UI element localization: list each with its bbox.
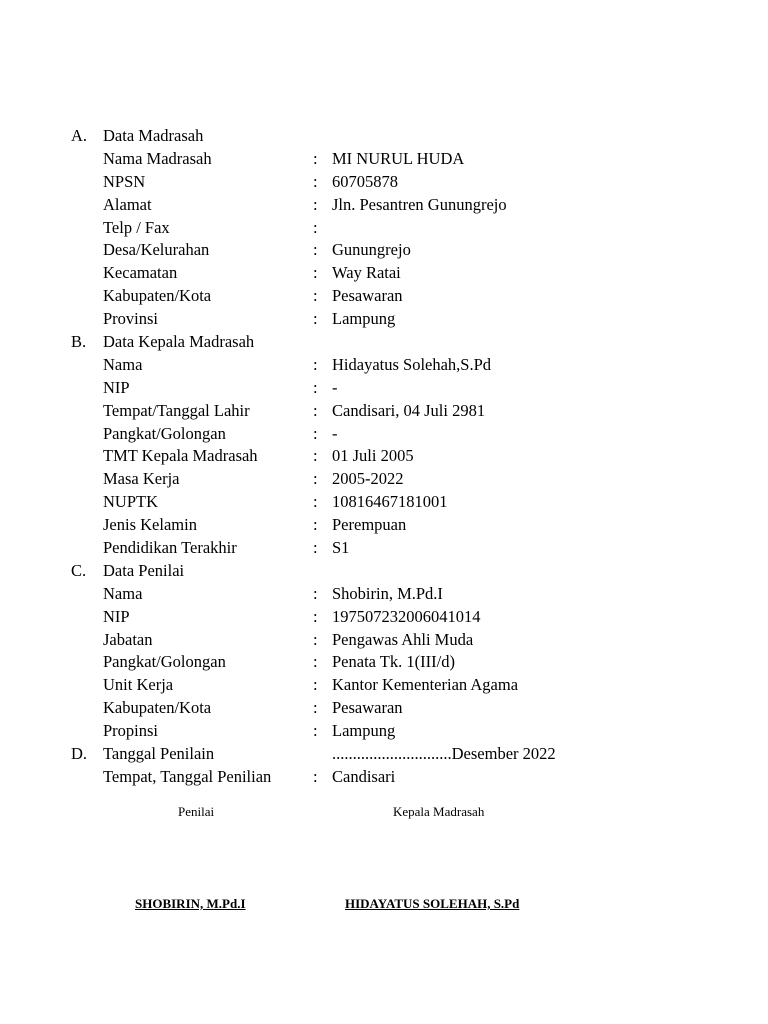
field-row [0, 285, 768, 308]
field-value: 2005-2022 [332, 469, 404, 489]
field-colon: : [313, 698, 318, 718]
field-label: Nama [103, 583, 143, 603]
field-value: Pengawas Ahli Muda [332, 629, 474, 649]
section-heading: Data Kepala Madrasah [103, 332, 255, 352]
section-heading-row [0, 743, 768, 766]
field-value: 197507232006041014 [332, 606, 481, 626]
field-row [0, 217, 768, 240]
field-colon: : [313, 354, 318, 374]
field-colon: : [313, 400, 318, 420]
field-label: Pendidikan Terakhir [103, 538, 237, 558]
field-label: TMT Kepala Madrasah [103, 446, 258, 466]
field-row [0, 537, 768, 560]
field-label: Unit Kerja [103, 675, 174, 695]
field-colon: : [313, 583, 318, 603]
field-label: Pangkat/Golongan [103, 652, 226, 672]
field-row [0, 674, 768, 697]
signature-name-penilai: SHOBIRIN, M.Pd.I [135, 896, 246, 911]
field-label: Alamat [103, 194, 152, 214]
field-label: Tempat/Tanggal Lahir [103, 400, 250, 420]
field-row [0, 423, 768, 446]
field-value: - [332, 377, 338, 397]
field-colon: : [313, 492, 318, 512]
field-label: Nama Madrasah [103, 148, 212, 168]
field-row [0, 239, 768, 262]
field-row [0, 148, 768, 171]
identity-form [0, 125, 768, 789]
field-row [0, 491, 768, 514]
signature-role-kepala-madrasah: Kepala Madrasah [393, 804, 485, 819]
section-heading-row [0, 560, 768, 583]
field-value: 60705878 [332, 171, 398, 191]
field-colon: : [313, 675, 318, 695]
field-label: Propinsi [103, 721, 159, 741]
field-value: Gunungrejo [332, 240, 411, 260]
field-colon: : [313, 721, 318, 741]
section-heading-row [0, 331, 768, 354]
field-colon: : [313, 469, 318, 489]
field-colon: : [313, 171, 318, 191]
field-colon: : [313, 377, 318, 397]
signature-name-kepala-madrasah: HIDAYATUS SOLEHAH, S.Pd [345, 896, 520, 911]
field-colon: : [313, 286, 318, 306]
field-label: Tempat, Tanggal Penilian [103, 766, 272, 786]
field-value: Way Ratai [332, 263, 401, 283]
field-label: Kabupaten/Kota [103, 698, 212, 718]
section-heading-row [0, 125, 768, 148]
field-label: Pangkat/Golongan [103, 423, 226, 443]
field-label: Desa/Kelurahan [103, 240, 210, 260]
field-value: Lampung [332, 309, 396, 329]
field-row [0, 514, 768, 537]
field-colon: : [313, 606, 318, 626]
field-colon: : [313, 194, 318, 214]
field-value: Hidayatus Solehah,S.Pd [332, 354, 492, 374]
field-label: Nama [103, 354, 143, 374]
field-label: NIP [103, 377, 130, 397]
field-colon: : [313, 538, 318, 558]
field-label: NPSN [103, 171, 146, 191]
field-colon: : [313, 652, 318, 672]
field-value: MI NURUL HUDA [332, 148, 465, 168]
field-value: .............................Desember 2022 [332, 744, 556, 764]
field-row [0, 606, 768, 629]
field-colon: : [313, 515, 318, 535]
field-colon: : [313, 240, 318, 260]
field-label: NUPTK [103, 492, 159, 512]
field-row [0, 766, 768, 789]
field-row [0, 651, 768, 674]
section-letter: B. [71, 332, 87, 352]
field-row [0, 377, 768, 400]
field-label: Jenis Kelamin [103, 515, 197, 535]
field-row [0, 445, 768, 468]
field-value: Jln. Pesantren Gunungrejo [332, 194, 507, 214]
field-row [0, 400, 768, 423]
field-label: Jabatan [103, 629, 153, 649]
field-row [0, 308, 768, 331]
field-value: Pesawaran [332, 286, 403, 306]
field-colon: : [313, 148, 318, 168]
field-label: NIP [103, 606, 130, 626]
field-label: Kecamatan [103, 263, 178, 283]
field-colon: : [313, 309, 318, 329]
field-label: Masa Kerja [103, 469, 180, 489]
field-colon: : [313, 423, 318, 443]
section-letter: C. [71, 560, 87, 580]
field-value: Pesawaran [332, 698, 403, 718]
field-colon: : [313, 217, 318, 237]
field-value: Candisari [332, 766, 396, 786]
field-value: 10816467181001 [332, 492, 448, 512]
field-label: Telp / Fax [103, 217, 170, 237]
field-row [0, 354, 768, 377]
field-row [0, 468, 768, 491]
field-row [0, 171, 768, 194]
field-label: Kabupaten/Kota [103, 286, 212, 306]
field-row [0, 697, 768, 720]
field-label: Provinsi [103, 309, 159, 329]
section-heading: Tanggal Penilain [103, 744, 215, 764]
field-row [0, 720, 768, 743]
field-value: Penata Tk. 1(III/d) [332, 652, 455, 672]
field-value: Shobirin, M.Pd.I [332, 583, 443, 603]
field-row [0, 583, 768, 606]
field-row [0, 194, 768, 217]
field-value: 01 Juli 2005 [332, 446, 414, 466]
section-letter: D. [71, 744, 88, 764]
field-colon: : [313, 629, 318, 649]
section-letter: A. [71, 126, 88, 145]
field-row [0, 629, 768, 652]
field-value: Kantor Kementerian Agama [332, 675, 519, 695]
field-value: Lampung [332, 721, 396, 741]
section-heading: Data Penilai [103, 560, 185, 580]
field-value: Perempuan [332, 515, 407, 535]
field-value: - [332, 423, 338, 443]
signature-role-penilai: Penilai [178, 804, 215, 819]
section-heading: Data Madrasah [103, 126, 204, 145]
field-colon: : [313, 766, 318, 786]
field-colon: : [313, 263, 318, 283]
field-row [0, 262, 768, 285]
field-colon: : [313, 446, 318, 466]
field-value: S1 [332, 538, 350, 558]
field-value: Candisari, 04 Juli 2981 [332, 400, 486, 420]
